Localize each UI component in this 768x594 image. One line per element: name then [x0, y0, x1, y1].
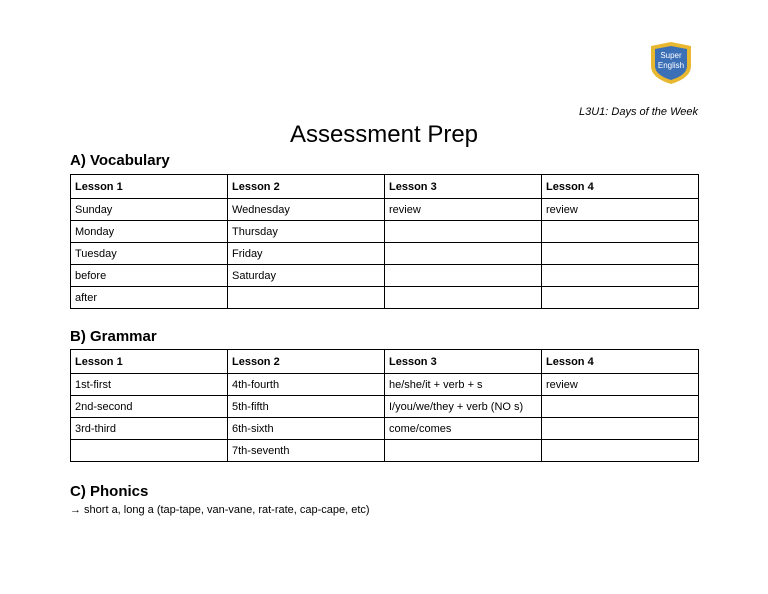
unit-label: L3U1: Days of the Week	[578, 106, 698, 118]
table-row	[71, 440, 699, 462]
phonics-heading: C) Phonics	[70, 483, 149, 500]
table-cell	[542, 418, 699, 440]
table-cell	[542, 396, 699, 418]
column-header: Lesson 1	[71, 350, 228, 374]
phonics-note: → short a, long a (tap-tape, van-vane, rat-rate, cap-cape, etc)	[70, 504, 370, 516]
table-cell	[385, 243, 542, 265]
table-cell: Saturday	[228, 265, 385, 287]
table-cell	[385, 265, 542, 287]
table-row	[71, 265, 699, 287]
column-header: Lesson 3	[385, 175, 542, 199]
table-cell: 5th-fifth	[228, 396, 385, 418]
table-cell: Sunday	[71, 199, 228, 221]
table-cell: review	[385, 199, 542, 221]
table-row	[71, 287, 699, 309]
column-header: Lesson 4	[542, 350, 699, 374]
table-cell	[542, 221, 699, 243]
table-header-row	[71, 350, 699, 374]
table-cell: review	[542, 374, 699, 396]
table-cell: Tuesday	[71, 243, 228, 265]
table-cell: 6th-sixth	[228, 418, 385, 440]
logo-text-line2: English	[657, 61, 685, 70]
table-cell: Monday	[71, 221, 228, 243]
column-header: Lesson 1	[71, 175, 228, 199]
table-cell	[71, 440, 228, 462]
table-cell	[542, 243, 699, 265]
table-cell: after	[71, 287, 228, 309]
logo-text-line1: Super	[660, 51, 682, 60]
table-cell: 2nd-second	[71, 396, 228, 418]
table-cell: 1st-first	[71, 374, 228, 396]
grammar-heading: B) Grammar	[70, 328, 157, 345]
column-header: Lesson 2	[228, 350, 385, 374]
table-cell: Wednesday	[228, 199, 385, 221]
table-cell: 7th-seventh	[228, 440, 385, 462]
table-cell	[385, 221, 542, 243]
table-cell: Friday	[228, 243, 385, 265]
table-cell: I/you/we/they + verb (NO s)	[385, 396, 542, 418]
column-header: Lesson 3	[385, 350, 542, 374]
table-cell: review	[542, 199, 699, 221]
column-header: Lesson 4	[542, 175, 699, 199]
table-cell	[228, 287, 385, 309]
table-cell	[542, 440, 699, 462]
table-cell	[542, 265, 699, 287]
super-english-logo	[647, 40, 695, 86]
table-row	[71, 418, 699, 440]
table-cell: 4th-fourth	[228, 374, 385, 396]
table-cell: come/comes	[385, 418, 542, 440]
table-row	[71, 221, 699, 243]
table-header-row	[71, 175, 699, 199]
table-row	[71, 243, 699, 265]
table-cell: Thursday	[228, 221, 385, 243]
table-row	[71, 396, 699, 418]
table-row	[71, 199, 699, 221]
table-cell	[385, 440, 542, 462]
table-cell	[542, 287, 699, 309]
page-title: Assessment Prep	[289, 121, 479, 148]
table-cell: he/she/it + verb + s	[385, 374, 542, 396]
vocabulary-table	[70, 174, 699, 309]
vocabulary-heading: A) Vocabulary	[70, 152, 170, 169]
table-cell: 3rd-third	[71, 418, 228, 440]
table-cell	[385, 287, 542, 309]
table-row	[71, 374, 699, 396]
column-header: Lesson 2	[228, 175, 385, 199]
grammar-table	[70, 349, 699, 462]
table-cell: before	[71, 265, 228, 287]
